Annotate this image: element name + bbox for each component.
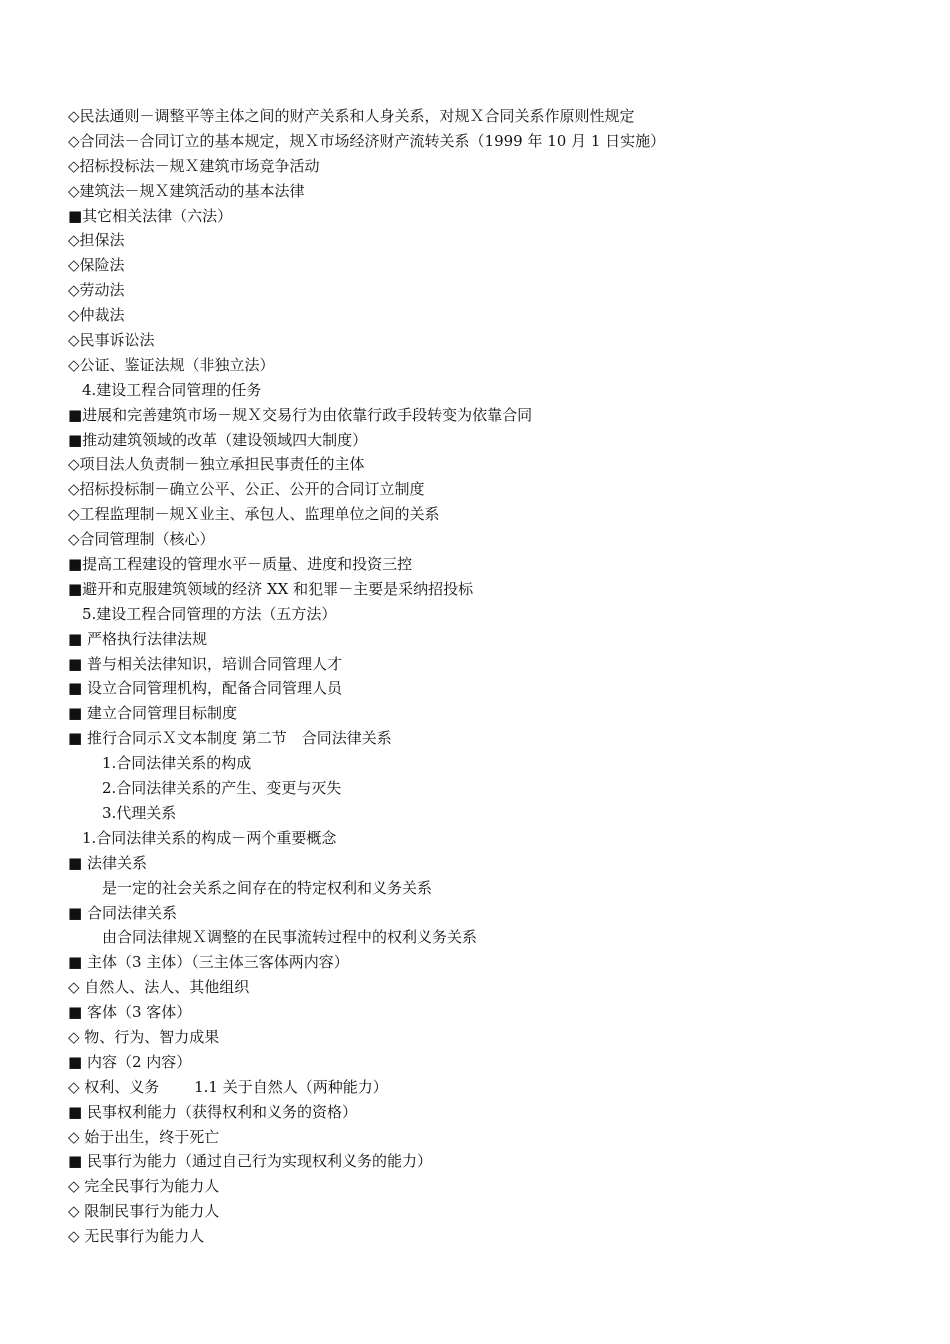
text-line: ◇民法通则－调整平等主体之间的财产关系和人身关系，对规Ｘ合同关系作原则性规定 — [68, 107, 635, 125]
text-line: ◇合同管理制（核心） — [68, 530, 215, 549]
text-line: ◇劳动法 — [68, 281, 125, 300]
text-line: ■提高工程建设的管理水平－质量、进度和投资三控 — [68, 555, 413, 574]
text-line: ◇招标投标制－确立公平、公正、公开的合同订立制度 — [68, 480, 425, 499]
text-line: ◇招标投标法－规Ｘ建筑市场竞争活动 — [68, 156, 320, 175]
text-line: ■进展和完善建筑市场－规Ｘ交易行为由依靠行政手段转变为依靠合同 — [68, 405, 533, 424]
text-line: ◇ 无民事行为能力人 — [68, 1227, 205, 1246]
text-line: 1.合同法律关系的构成 — [102, 754, 252, 773]
text-line: ■其它相关法律（六法） — [68, 206, 233, 225]
text-line: ◇建筑法－规Ｘ建筑活动的基本法律 — [68, 181, 305, 200]
text-line: ■ 设立合同管理机构，配备合同管理人员 — [68, 679, 342, 698]
text-line: ◇ 限制民事行为能力人 — [68, 1202, 220, 1221]
text-line: ■ 客体（3 客体） — [68, 1003, 192, 1022]
text-line: ■ 民事权利能力（获得权利和义务的资格） — [68, 1102, 357, 1121]
document-body — [68, 104, 928, 1249]
text-line: ◇公证、鉴证法规（非独立法） — [68, 355, 275, 374]
text-line: ■ 内容（2 内容） — [68, 1052, 192, 1071]
text-line: 3.代理关系 — [102, 803, 177, 822]
text-line: ◇ 始于出生，终于死亡 — [68, 1127, 220, 1146]
text-line: 5.建设工程合同管理的方法（五方法） — [82, 604, 337, 623]
text-line: ◇合同法－合同订立的基本规定，规Ｘ市场经济财产流转关系（1999 年 10 月 1 日实施） — [68, 131, 666, 150]
text-line: 由合同法律规Ｘ调整的在民事流转过程中的权利义务关系 — [102, 928, 478, 947]
text-line: ◇ 自然人、法人、其他组织 — [68, 978, 250, 997]
text-line: ◇项目法人负责制－独立承担民事责任的主体 — [68, 455, 365, 474]
text-line: ◇保险法 — [68, 256, 125, 275]
text-line: ■ 合同法律关系 — [68, 903, 177, 922]
text-line: ◇ 权利、义务 1.1 关于自然人（两种能力） — [68, 1077, 388, 1096]
text-line: ■推动建筑领域的改革（建设领域四大制度） — [68, 430, 368, 449]
text-line: 是一定的社会关系之间存在的特定权利和义务关系 — [102, 878, 433, 897]
text-line: 1.合同法律关系的构成－两个重要概念 — [82, 828, 337, 847]
text-line: 2.合同法律关系的产生、变更与灭失 — [102, 779, 342, 798]
text-line: ■ 主体（3 主体）（三主体三客体两内容） — [68, 953, 349, 972]
text-line: ◇担保法 — [68, 231, 125, 250]
text-line: ◇ 完全民事行为能力人 — [68, 1177, 220, 1196]
text-line: ■ 推行合同示Ｘ文本制度 第二节 合同法律关系 — [68, 729, 392, 748]
text-line: ◇仲裁法 — [68, 306, 125, 325]
text-line: ■ 建立合同管理目标制度 — [68, 704, 237, 723]
text-line: ■ 严格执行法律法规 — [68, 629, 207, 648]
text-line: 4.建设工程合同管理的任务 — [82, 380, 262, 399]
text-line: ■ 民事行为能力（通过自己行为实现权利义务的能力） — [68, 1152, 432, 1171]
text-line: ■ 普与相关法律知识，培训合同管理人才 — [68, 654, 342, 673]
text-line: ◇ 物、行为、智力成果 — [68, 1027, 220, 1046]
text-line: ◇工程监理制－规Ｘ业主、承包人、监理单位之间的关系 — [68, 505, 440, 524]
text-line: ◇民事诉讼法 — [68, 331, 155, 350]
text-line: ■ 法律关系 — [68, 853, 147, 872]
text-line: ■避开和克服建筑领域的经济 XX 和犯罪－主要是采纳招投标 — [68, 579, 474, 598]
